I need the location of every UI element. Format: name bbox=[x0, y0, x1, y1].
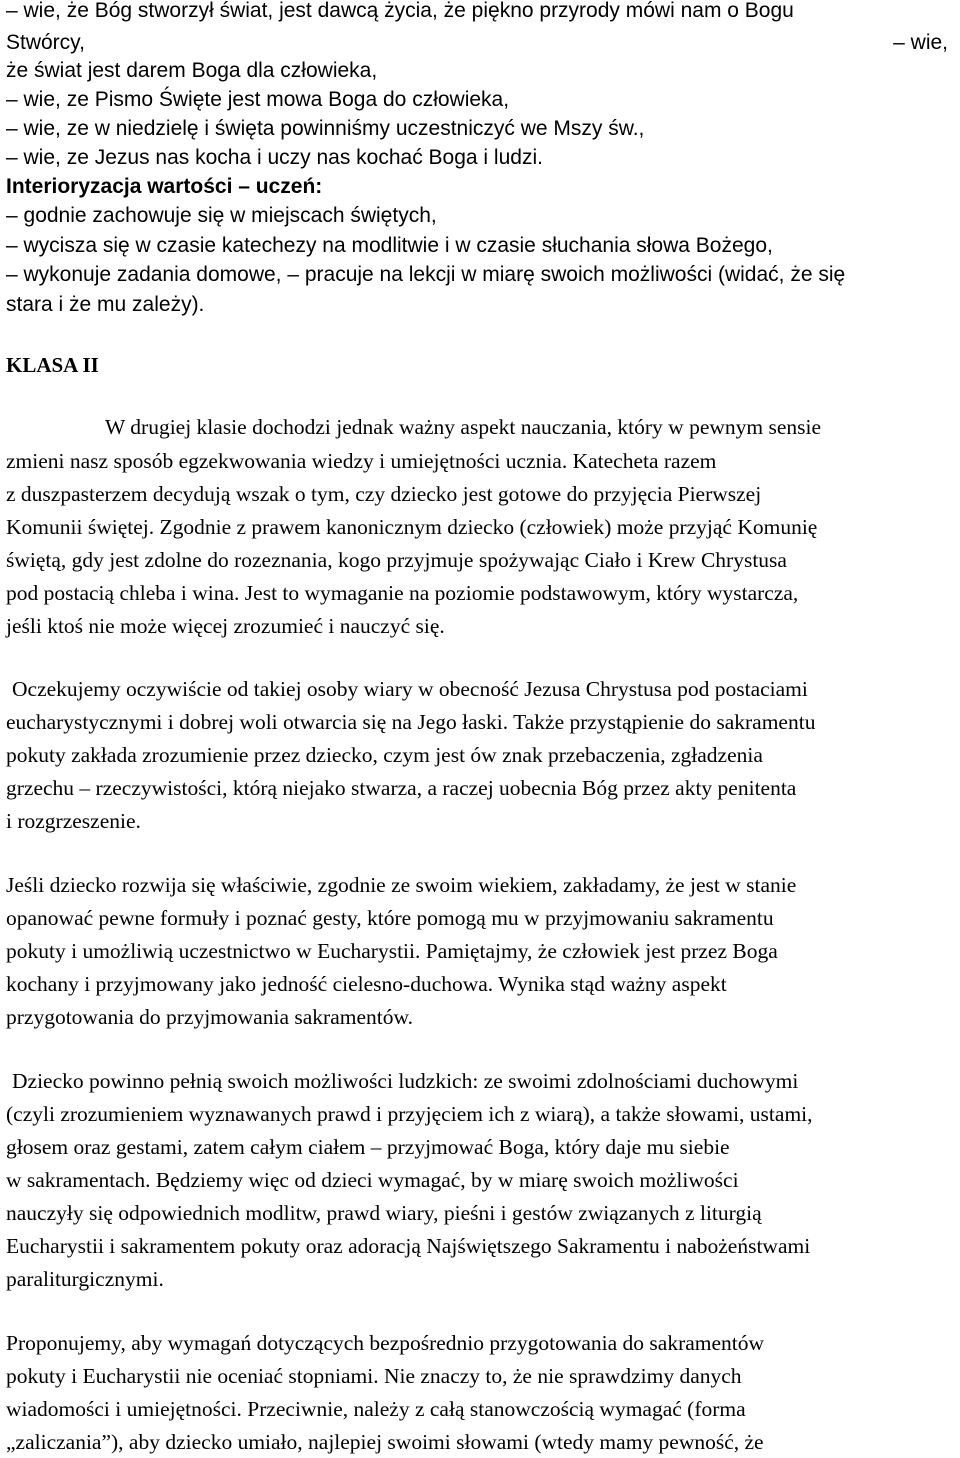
list-item: – godnie zachowuje się w miejscach świętych, bbox=[6, 204, 437, 227]
paragraph-line: (czyli zrozumieniem wyznawanych prawd i przyjęciem ich z wiarą), a także słowami, ustami, bbox=[6, 1102, 813, 1126]
list-item: – wie, ze w niedzielę i święta powinniśmy uczestniczyć we Mszy św., bbox=[6, 117, 645, 140]
paragraph-line: przygotowania do przyjmowania sakramentów. bbox=[6, 1005, 413, 1029]
list-item: że świat jest darem Boga dla człowieka, bbox=[6, 59, 378, 82]
paragraph-line: pokuty zakłada zrozumienie przez dziecko, czym jest ów znak przebaczenia, zgładzenia bbox=[6, 743, 763, 767]
paragraph-line: grzechu – rzeczywistości, którą niejako stwarza, a raczej uobecnia Bóg przez akty penitenta bbox=[6, 776, 797, 800]
paragraph-line: kochany i przyjmowany jako jedność cielesno-duchowa. Wynika stąd ważny aspekt bbox=[6, 972, 727, 996]
list-item: – wie, ze Jezus nas kocha i uczy nas kochać Boga i ludzi. bbox=[6, 146, 543, 169]
list-item: – wycisza się w czasie katechezy na modlitwie i w czasie słuchania słowa Bożego, bbox=[6, 234, 773, 257]
paragraph-line: zmieni nasz sposób egzekwowania wiedzy i umiejętności ucznia. Katecheta razem bbox=[6, 449, 717, 473]
subheading: Interioryzacja wartości – uczeń: bbox=[6, 175, 323, 198]
paragraph-line: nauczyły się odpowiednich modlitw, prawd wiary, pieśni i gestów związanych z liturgią bbox=[6, 1201, 762, 1225]
paragraph-line: paraliturgicznymi. bbox=[6, 1267, 164, 1291]
paragraph-line: pod postacią chleba i wina. Jest to wymaganie na poziomie podstawowym, który wystarcza, bbox=[6, 581, 799, 605]
list-item: stara i że mu zależy). bbox=[6, 293, 205, 316]
paragraph-line: Komunii świętej. Zgodnie z prawem kanonicznym dziecko (człowiek) może przyjąć Komunię bbox=[6, 515, 818, 539]
list-item: – wie, że Bóg stworzył świat, jest dawcą życia, że piękno przyrody mówi nam o Bogu bbox=[6, 0, 794, 22]
paragraph-line: pokuty i Eucharystii nie oceniać stopniami. Nie znaczy to, że nie sprawdzimy danych bbox=[6, 1364, 742, 1388]
paragraph-line: Dziecko powinno pełnią swoich możliwości ludzkich: ze swoimi zdolnościami duchowymi bbox=[12, 1069, 799, 1093]
paragraph-line: Eucharystii i sakramentem pokuty oraz adoracją Najświętszego Sakramentu i nabożeństwami bbox=[6, 1234, 811, 1258]
paragraph-line: Jeśli dziecko rozwija się właściwie, zgodnie ze swoim wiekiem, zakładamy, że jest w stanie bbox=[6, 873, 797, 897]
paragraph-line: jeśli ktoś nie może więcej zrozumieć i nauczyć się. bbox=[6, 614, 445, 638]
paragraph-line: „zaliczania”), aby dziecko umiało, najlepiej swoimi słowami (wtedy mamy pewność, że bbox=[6, 1430, 764, 1454]
paragraph-line: i rozgrzeszenie. bbox=[6, 809, 141, 833]
paragraph-line: z duszpasterzem decydują wszak o tym, czy dziecko jest gotowe do przyjęcia Pierwszej bbox=[6, 482, 762, 506]
paragraph-line: pokuty i umożliwią uczestnictwo w Eucharystii. Pamiętajmy, że człowiek jest przez Boga bbox=[6, 939, 778, 963]
list-item: – wie, ze Pismo Święte jest mowa Boga do człowieka, bbox=[6, 88, 510, 111]
list-item: Stwórcy, bbox=[6, 31, 85, 54]
list-item: – wykonuje zadania domowe, – pracuje na lekcji w miarę swoich możliwości (widać, że się bbox=[6, 263, 846, 286]
paragraph-line: Oczekujemy oczywiście od takiej osoby wiary w obecność Jezusa Chrystusa pod postaciami bbox=[12, 677, 808, 701]
paragraph-line: W drugiej klasie dochodzi jednak ważny aspekt nauczania, który w pewnym sensie bbox=[105, 415, 822, 439]
paragraph-line: wiadomości i umiejętności. Przeciwnie, należy z całą stanowczością wymagać (forma bbox=[6, 1397, 746, 1421]
paragraph-line: Proponujemy, aby wymagań dotyczących bezpośrednio przygotowania do sakramentów bbox=[6, 1331, 765, 1355]
section-title: KLASA II bbox=[6, 353, 99, 377]
paragraph-line: w sakramentach. Będziemy więc od dzieci wymagać, by w miarę swoich możliwości bbox=[6, 1168, 739, 1192]
paragraph-line: opanować pewne formuły i poznać gesty, które pomogą mu w przyjmowaniu sakramentu bbox=[6, 906, 774, 930]
paragraph-line: świętą, gdy jest zdolne do rozeznania, kogo przyjmuje spożywając Ciało i Krew Chrystusa bbox=[6, 548, 787, 572]
paragraph-line: głosem oraz gestami, zatem całym ciałem – przyjmować Boga, który daje mu siebie bbox=[6, 1135, 730, 1159]
list-item: – wie, bbox=[893, 31, 948, 54]
paragraph-line: eucharystycznymi i dobrej woli otwarcia się na Jego łaski. Także przystąpienie do sakramentu bbox=[6, 710, 816, 734]
